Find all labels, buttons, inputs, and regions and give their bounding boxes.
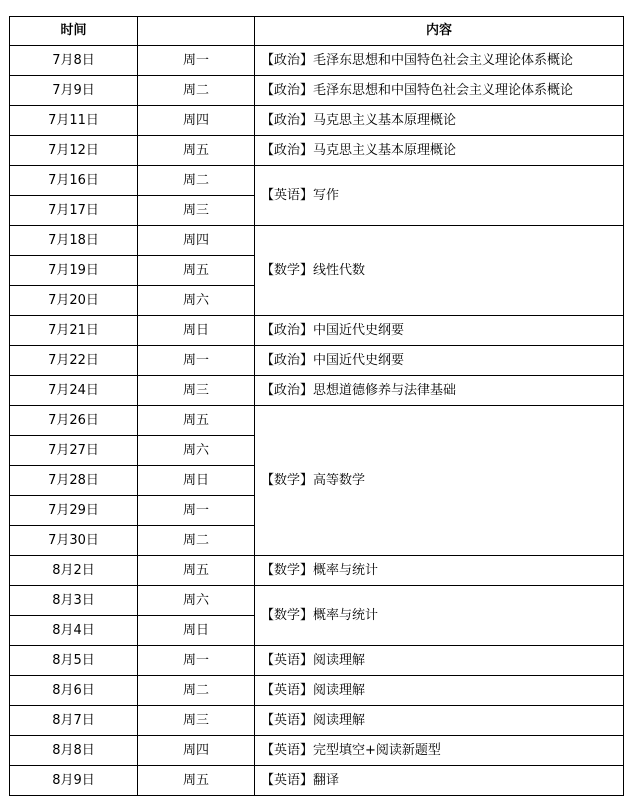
weekday-cell: 周二 [138,76,255,106]
weekday-cell: 周二 [138,526,255,556]
header-content: 内容 [255,17,624,46]
date-cell: 7月30日 [10,526,138,556]
content-cell: 【英语】阅读理解 [255,646,624,676]
content-cell: 【数学】概率与统计 [255,556,624,586]
content-cell: 【政治】思想道德修养与法律基础 [255,376,624,406]
date-cell: 8月2日 [10,556,138,586]
content-cell: 【英语】完型填空+阅读新题型 [255,736,624,766]
table-row [10,346,624,376]
content-cell: 【英语】翻译 [255,766,624,796]
header-row [10,17,624,46]
weekday-cell: 周五 [138,136,255,166]
table-row [10,706,624,736]
weekday-cell: 周三 [138,706,255,736]
date-cell: 7月20日 [10,286,138,316]
content-cell: 【数学】概率与统计 [255,586,624,646]
date-cell: 7月28日 [10,466,138,496]
weekday-cell: 周日 [138,616,255,646]
table-row [10,736,624,766]
date-cell: 7月12日 [10,136,138,166]
content-cell: 【数学】高等数学 [255,406,624,556]
weekday-cell: 周二 [138,676,255,706]
table-row [10,646,624,676]
date-cell: 8月6日 [10,676,138,706]
weekday-cell: 周六 [138,436,255,466]
date-cell: 8月9日 [10,766,138,796]
content-cell: 【政治】毛泽东思想和中国特色社会主义理论体系概论 [255,46,624,76]
table-row [10,76,624,106]
table-row [10,406,624,436]
weekday-cell: 周四 [138,226,255,256]
date-cell: 7月11日 [10,106,138,136]
date-cell: 8月8日 [10,736,138,766]
table-row [10,556,624,586]
schedule-table [9,16,624,796]
content-cell: 【英语】阅读理解 [255,706,624,736]
table-row [10,766,624,796]
content-cell: 【政治】马克思主义基本原理概论 [255,136,624,166]
date-cell: 7月18日 [10,226,138,256]
content-cell: 【英语】阅读理解 [255,676,624,706]
weekday-cell: 周一 [138,646,255,676]
date-cell: 7月8日 [10,46,138,76]
weekday-cell: 周三 [138,196,255,226]
date-cell: 7月27日 [10,436,138,466]
date-cell: 8月3日 [10,586,138,616]
weekday-cell: 周五 [138,766,255,796]
weekday-cell: 周五 [138,556,255,586]
weekday-cell: 周三 [138,376,255,406]
weekday-cell: 周五 [138,406,255,436]
date-cell: 7月26日 [10,406,138,436]
date-cell: 7月24日 [10,376,138,406]
date-cell: 7月22日 [10,346,138,376]
table-row [10,316,624,346]
content-cell: 【英语】写作 [255,166,624,226]
date-cell: 7月21日 [10,316,138,346]
date-cell: 7月16日 [10,166,138,196]
date-cell: 7月19日 [10,256,138,286]
table-row [10,226,624,256]
table-row [10,136,624,166]
content-cell: 【政治】马克思主义基本原理概论 [255,106,624,136]
weekday-cell: 周五 [138,256,255,286]
date-cell: 8月7日 [10,706,138,736]
weekday-cell: 周日 [138,466,255,496]
weekday-cell: 周一 [138,346,255,376]
table-row [10,46,624,76]
weekday-cell: 周六 [138,586,255,616]
date-cell: 8月5日 [10,646,138,676]
header-day [138,17,255,46]
content-cell: 【政治】中国近代史纲要 [255,316,624,346]
date-cell: 8月4日 [10,616,138,646]
table-row [10,586,624,616]
date-cell: 7月17日 [10,196,138,226]
weekday-cell: 周日 [138,316,255,346]
weekday-cell: 周六 [138,286,255,316]
table-row [10,676,624,706]
content-cell: 【政治】中国近代史纲要 [255,346,624,376]
date-cell: 7月29日 [10,496,138,526]
table-row [10,166,624,196]
content-cell: 【数学】线性代数 [255,226,624,316]
weekday-cell: 周一 [138,46,255,76]
content-cell: 【政治】毛泽东思想和中国特色社会主义理论体系概论 [255,76,624,106]
weekday-cell: 周四 [138,736,255,766]
weekday-cell: 周一 [138,496,255,526]
weekday-cell: 周四 [138,106,255,136]
table-row [10,376,624,406]
table-row [10,106,624,136]
header-time: 时间 [10,17,138,46]
weekday-cell: 周二 [138,166,255,196]
schedule-body [10,46,624,796]
date-cell: 7月9日 [10,76,138,106]
